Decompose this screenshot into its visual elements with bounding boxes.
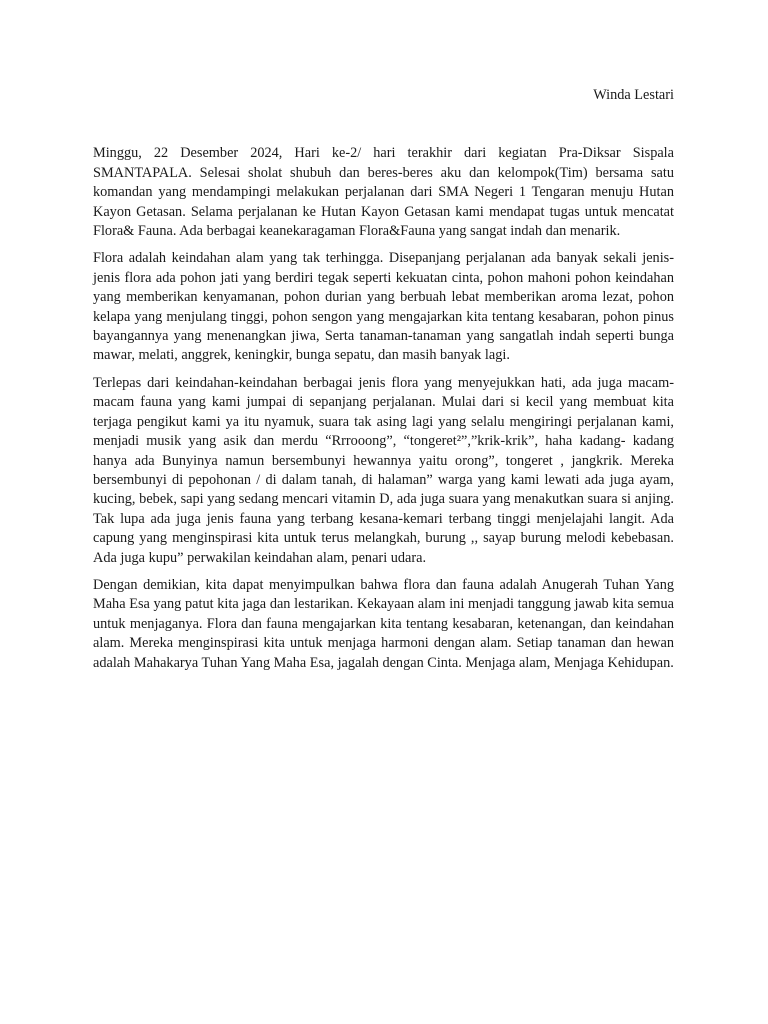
paragraph-flora: Flora adalah keindahan alam yang tak terhingga. Disepanjang perjalanan ada banyak sekali jenis-jenis flora ada pohon jati yang berdiri tegak seperti kekuatan cinta, pohon mahoni pohon keindahan yang memberikan kenyamanan, pohon durian yang berbuah lebat memberikan aroma lezat, pohon kelapa yang menjulang tinggi, pohon sengon yang mengajarkan kita tentang kesabaran, pohon pinus bayangannya yang menenangkan jiwa, Serta tanaman-tanaman yang sangatlah indah seperti bunga mawar, melati, anggrek, keningkir, bunga sepatu, dan masih banyak lagi. <box>93 250 674 364</box>
author-name: Winda Lestari <box>593 87 674 103</box>
paragraph-fauna: Terlepas dari keindahan-keindahan berbagai jenis flora yang menyejukkan hati, ada juga macam-macam fauna yang kami jumpai di sepanjang perjalanan. Mulai dari si kecil yang membuat kita terjaga pengikut kami ya itu nyamuk, suara tak asing lagi yang selalu mengiringi perjalanan kami, menjadi musik yang asik dan merdu “Rrrooong”, “tongeret²”,”krik-krik”, haha kadang- kadang hanya ada Bunyinya namun bersembunyi hewannya yaitu orong”, tongeret , jangkrik. Mereka bersembunyi di pepohonan / di dalam tanah, di halaman” warga yang kami lewati ada juga ayam, kucing, bebek, sapi yang sedang mencari vitamin D, ada juga suara yang menakutkan suara si anjing. Tak lupa ada juga jenis fauna yang terbang kesana-kemari terbang tinggi menjelajahi langit. Ada capung yang menginspirasi kita untuk terus melangkah, burung ,, sayap burung melodi kebebasan. Ada juga kupu” perwakilan keindahan alam, penari udara. <box>93 374 674 566</box>
paragraph-conclusion: Dengan demikian, kita dapat menyimpulkan bahwa flora dan fauna adalah Anugerah Tuhan Yang Maha Esa yang patut kita jaga dan lestarikan. Kekayaan alam ini menjadi tanggung jawab kita semua untuk menjaganya. Flora dan fauna mengajarkan kita tentang kesabaran, ketenangan, dan keindahan alam. Mereka menginspirasi kita untuk menjaga harmoni dengan alam. Setiap tanaman dan hewan adalah Mahakarya Tuhan Yang Maha Esa, jagalah dengan Cinta. Menjaga alam, Menjaga Kehidupan. <box>93 576 674 671</box>
paragraph-intro: Minggu, 22 Desember 2024, Hari ke-2/ hari terakhir dari kegiatan Pra-Diksar Sispala SMANTAPALA. Selesai sholat shubuh dan beres-beres aku dan kelompok(Tim) bersama satu komandan yang mendampingi melakukan perjalanan dari SMA Negeri 1 Tengaran menuju Hutan Kayon Getasan. Selama perjalanan ke Hutan Kayon Getasan kami mendapat tugas untuk mencatat Flora& Fauna. Ada berbagai keanekaragaman Flora&Fauna yang sangat indah dan menarik. <box>93 145 674 240</box>
